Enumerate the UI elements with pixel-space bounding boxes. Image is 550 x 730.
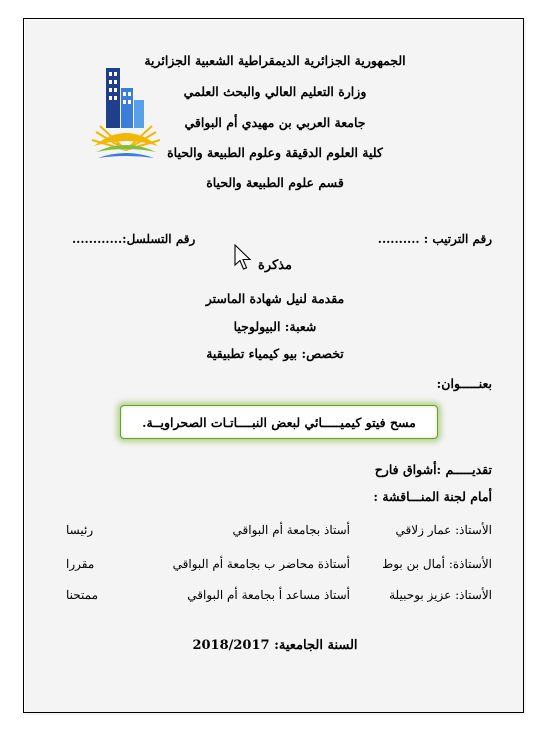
degree-purpose: مقدمة لنيل شهادة الماستر (205, 291, 345, 306)
header-ministry: وزارة التعليم العالي والبحث العلمي (183, 84, 367, 99)
thesis-title-box (120, 405, 438, 439)
memo-heading: مذكرة (258, 258, 292, 273)
committee-member-name: الأستاذة: أمال بن بوط (382, 557, 492, 571)
committee-member-name: الأستاذ: عزيز بوحبيلة (389, 588, 492, 602)
committee-label: أمام لجنة المنـــاقشة : (373, 489, 492, 504)
branch-label: شعبة: البيولوجيا (233, 319, 317, 334)
committee-member-role: مقررا (66, 557, 95, 571)
header-department: قسم علوم الطبيعة والحياة (206, 175, 344, 190)
ranking-number-label: رقم الترتيب : .......... (377, 232, 492, 246)
specialty-label: تخصص: بيو كيمياء تطبيقية (206, 346, 344, 361)
committee-member-rank: أستاذة محاضر ب بجامعة أم البواقي (172, 557, 350, 571)
committee-member-role: رئيسا (66, 523, 94, 537)
thesis-title: مسح فيتو كيميـــــائي لبعض النبــــاتـات الصحراويــة. (142, 414, 416, 430)
academic-year: السنة الجامعية: 2018/2017 (192, 638, 358, 653)
committee-member-rank: أستاذ مساعد أ بجامعة أم البواقي (187, 588, 350, 602)
title-label: بعنـــــوان: (436, 376, 492, 391)
committee-member-rank: أستاذ بجامعة أم البواقي (232, 523, 350, 537)
presented-by: تقديـــــم :أشواق فارح (374, 462, 492, 477)
serial-number-label: رقم التسلسل:............ (72, 232, 196, 246)
committee-member-role: ممتحنا (66, 588, 99, 602)
header-university: جامعة العربي بن مهيدي أم البواقي (184, 115, 366, 130)
header-republic: الجمهورية الجزائرية الديمقراطية الشعبية الجزائرية (144, 53, 406, 68)
header-faculty: كلية العلوم الدقيقة وعلوم الطبيعة والحياة (167, 145, 383, 160)
committee-member-name: الأستاذ: عمار زلاقي (395, 523, 492, 537)
